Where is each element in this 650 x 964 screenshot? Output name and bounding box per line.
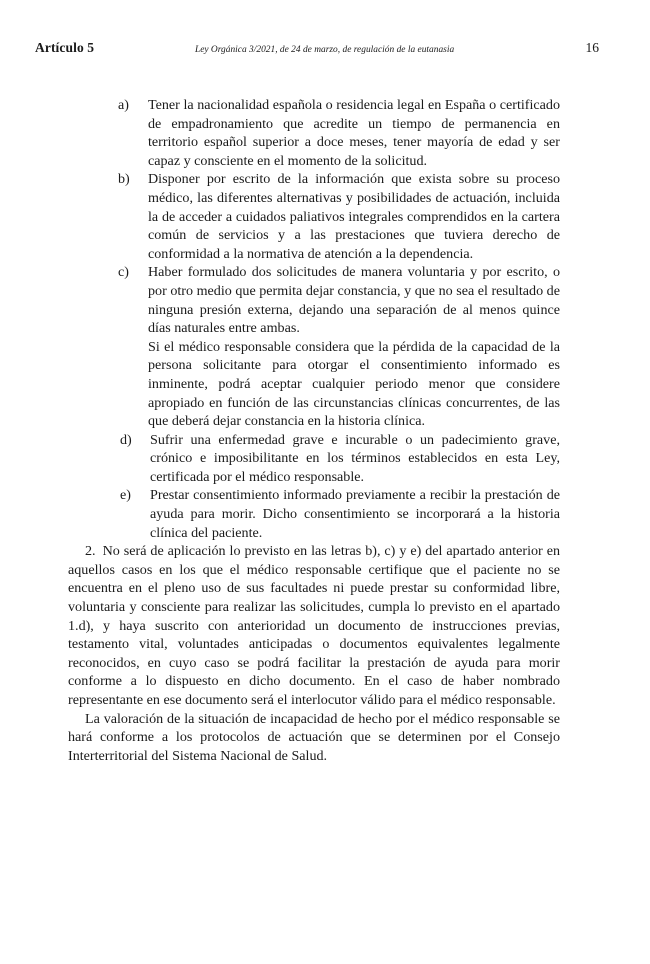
list-item-text: Sufrir una enfermedad grave e incurable o un padecimiento grave, crónico e imposibilitante en los términos establecidos en esta Ley, certificada por el médico responsable. (150, 431, 560, 485)
list-item-text: Prestar consentimiento informado previamente a recibir la prestación de ayuda para morir. Dicho consentimiento se incorporará a la historia clínica del paciente. (150, 487, 560, 541)
lettered-requirements-list (68, 96, 560, 542)
list-item-marker: d) (120, 431, 132, 448)
list-item (68, 431, 560, 487)
numbered-paragraph (68, 542, 560, 709)
list-item (68, 170, 560, 263)
closing-paragraph (68, 710, 560, 766)
numbered-paragraph-number: 2. (85, 543, 96, 560)
closing-paragraph-text: La valoración de la situación de incapacidad de hecho por el médico responsable se hará conforme a los protocolos de actuación que se determinen por el Consejo Interterritorial del Sistema Nacional de Salud. (68, 710, 560, 764)
header-article-label: Artículo 5 (35, 40, 95, 55)
continuation-paragraph-item (68, 338, 560, 431)
running-header (35, 40, 615, 62)
continuation-paragraph-text: Si el médico responsable considera que la pérdida de la capacidad de la persona solicitante para otorgar el consentimiento informado es inminente, podrá aceptar cualquier periodo menor que considere apropiado en función de las circunstancias clínicas concurrentes, de las que deberá dejar constancia en la historia clínica. (148, 338, 560, 430)
list-item (68, 486, 560, 542)
list-item-marker: e) (120, 487, 131, 504)
header-page-number: 16 (585, 40, 599, 55)
list-item-marker: b) (118, 171, 130, 188)
list-item-marker: a) (118, 97, 129, 113)
list-item-text: Disponer por escrito de la información que exista sobre su proceso médico, las diferentes alternativas y posibilidades de actuación, incluida la de acceder a cuidados paliativos integrales comprendidos en la cartera común de servicios y a las prestaciones que tuviera derecho de conformidad a la normativa de atención a la dependencia. (148, 171, 560, 262)
list-item (68, 263, 560, 337)
numbered-paragraph-text: No será de aplicación lo previsto en las letras b), c) y e) del apartado anterior en aquellos casos en los que el médico responsable certifique que el paciente no se encuentra en el pleno uso de sus facultades ni puede prestar su conformidad libre, voluntaria y consciente para realizar las solicitudes, cumpla lo previsto en el apartado 1.d), y haya suscrito con anterioridad un documento de instrucciones previas, testamento vital, voluntades anticipadas o documentos equivalentes legalmente reconocidos, en cuyo caso se podrá facilitar la prestación de ayuda para morir conforme a lo dispuesto en dicho documento. En el caso de haber nombrado representante en ese documento será el interlocutor válido para el médico responsable. (68, 543, 560, 708)
list-item (68, 96, 560, 170)
list-item-text: Haber formulado dos solicitudes de manera voluntaria y por escrito, o por otro medio que permita dejar constancia, y que no sea el resultado de ninguna presión externa, dejando una separación de al menos quince días naturales entre ambas. (148, 264, 560, 337)
header-running-title: Ley Orgánica 3/2021, de 24 de marzo, de regulación de la eutanasia (194, 45, 455, 55)
list-item-marker: c) (118, 264, 129, 281)
body-column (68, 96, 560, 765)
list-item-text: Tener la nacionalidad española o residencia legal en España o certificado de empadronamiento que acredite un tiempo de permanencia en territorio español superior a doce meses, tener mayoría de edad y ser capaz y consciente en el momento de la solicitud. (148, 97, 560, 169)
